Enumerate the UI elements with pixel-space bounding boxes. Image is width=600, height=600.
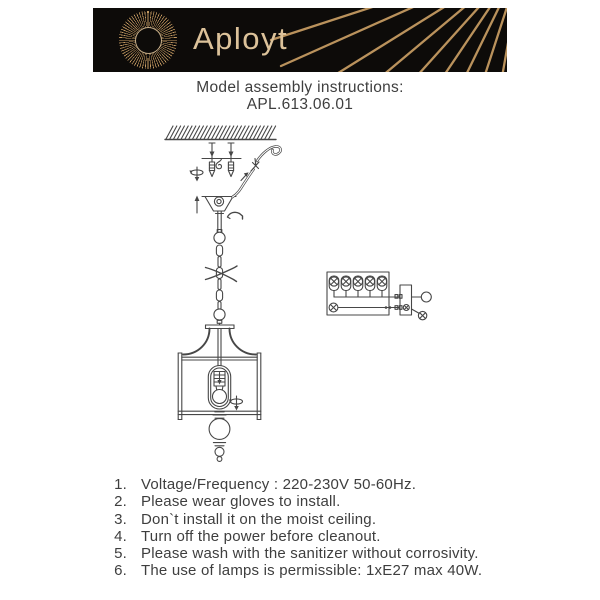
page-subtitle: Model assembly instructions:	[196, 79, 404, 96]
instruction-text: Don`t install it on the moist ceiling.	[141, 510, 377, 528]
lamp-symbol-icon	[421, 292, 431, 302]
instruction-item	[100, 511, 482, 528]
brand-name: Aployt	[193, 21, 289, 56]
instruction-item	[100, 493, 482, 510]
connector-block	[395, 285, 412, 315]
screw-rotation-icon	[189, 167, 203, 182]
instructions-list	[100, 476, 482, 580]
instruction-text: Voltage/Frequency : 220-230V 50-60Hz.	[141, 476, 417, 493]
instruction-item	[100, 562, 482, 579]
model-number: APL.613.06.01	[246, 96, 354, 113]
chain	[214, 245, 225, 323]
instruction-item	[100, 545, 482, 562]
bottom-finial	[213, 443, 225, 462]
instruction-number: 5.	[114, 545, 127, 563]
mounting-bracket	[202, 159, 241, 169]
instruction-item	[100, 476, 482, 493]
lamp-arms	[183, 329, 256, 355]
instruction-text: Please wear gloves to install.	[141, 493, 341, 511]
light-bulb	[213, 386, 227, 404]
safety-wire	[233, 146, 281, 197]
instruction-text: Turn off the power before cleanout.	[141, 527, 381, 545]
sphere-ornament	[209, 412, 230, 440]
wrench-hook-icon	[228, 212, 243, 219]
instruction-number: 4.	[114, 527, 127, 545]
instruction-number: 6.	[114, 562, 127, 580]
terminal-block-diagram	[327, 272, 431, 320]
instruction-text: Please wash with the sanitizer without corrosivity.	[141, 545, 479, 563]
ceiling-hatch	[165, 126, 276, 140]
canopy	[202, 197, 236, 214]
suspension-stem	[214, 211, 225, 243]
instruction-item	[100, 528, 482, 545]
up-arrow-icon	[195, 196, 200, 214]
instruction-number: 2.	[114, 493, 127, 511]
lamp-symbol-icon	[329, 303, 338, 312]
instruction-text: The use of lamps is permissible: 1xE27 max 40W.	[141, 562, 483, 580]
instruction-number: 3.	[114, 510, 127, 528]
instruction-number: 1.	[114, 476, 127, 493]
terminal-screw-icons	[329, 276, 387, 297]
lamp-symbol-icon	[418, 311, 426, 319]
